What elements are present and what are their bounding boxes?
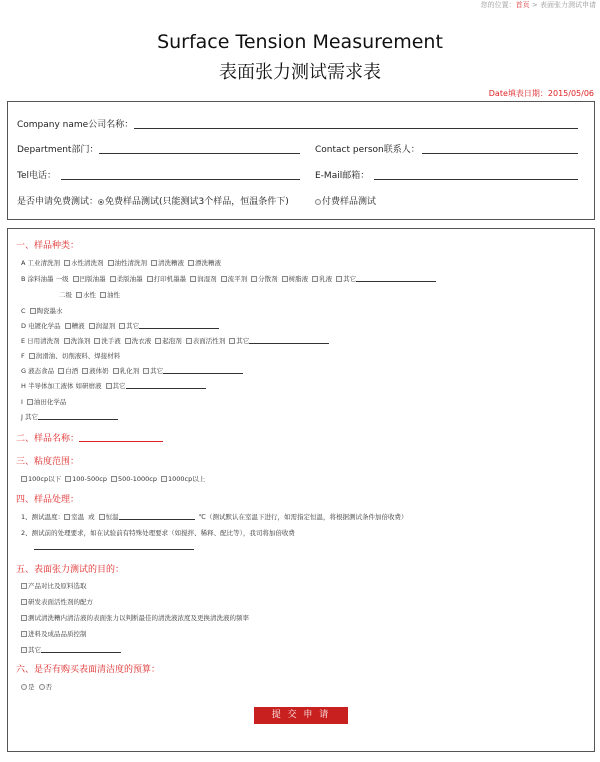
row-h-label: H 半导体加工液体 如研磨液 xyxy=(21,382,102,390)
checkbox[interactable] xyxy=(282,276,288,282)
checkbox[interactable] xyxy=(21,647,27,653)
checkbox[interactable] xyxy=(188,260,194,266)
option-label: 乳化剂 xyxy=(119,367,140,375)
checkbox[interactable] xyxy=(21,599,27,605)
breadcrumb-home-link[interactable]: 首页 xyxy=(515,1,530,9)
option-label: 1000cp以上 xyxy=(167,475,206,483)
row-h xyxy=(21,382,206,391)
row-i-label: I xyxy=(21,398,23,406)
option-label: 100cp以下 xyxy=(28,475,62,483)
checkbox[interactable] xyxy=(108,260,114,266)
viscosity-options xyxy=(21,475,205,484)
paid-test-option-label: 付费样品测试 xyxy=(322,197,377,207)
pre-treatment-input[interactable] xyxy=(34,549,194,550)
temperature-label: 1、测试温度： xyxy=(21,513,65,521)
company-name-input[interactable] xyxy=(134,128,578,129)
option-label: 研发表面活性剂的配方 xyxy=(28,598,93,606)
email-label: E-Mail邮箱： xyxy=(315,171,370,181)
row-c xyxy=(21,307,63,316)
option-label: 产品对比及原料选取 xyxy=(28,582,87,590)
row-h-other-input[interactable] xyxy=(126,382,206,389)
option-label: 打印机墨墨 xyxy=(153,275,187,283)
option-label: 润湿剂 xyxy=(95,322,116,330)
checkbox[interactable] xyxy=(65,323,71,329)
free-test-row xyxy=(17,196,289,208)
option-label: 其它 xyxy=(236,337,250,345)
purpose-item xyxy=(21,646,121,655)
budget-yes-radio[interactable] xyxy=(21,684,27,690)
section-sample-name-title: 二、样品名称： xyxy=(16,434,80,444)
temperature-row xyxy=(21,513,407,522)
checkbox[interactable] xyxy=(251,276,257,282)
option-label: 其它 xyxy=(343,275,357,283)
sample-name-input[interactable] xyxy=(79,434,163,442)
option-label: 油性 xyxy=(107,291,120,299)
email-input[interactable] xyxy=(374,179,578,180)
option-label: 凹版油墨 xyxy=(79,275,106,283)
room-temp-label: 室温 xyxy=(71,513,85,521)
checkbox[interactable] xyxy=(113,368,119,374)
purpose-item xyxy=(21,630,87,639)
checkbox[interactable] xyxy=(147,276,153,282)
tel-label: Tel电话： xyxy=(17,171,57,181)
option-label: 其它 xyxy=(112,382,126,390)
page-title-chinese: 表面张力测试需求表 xyxy=(219,62,381,83)
pre-treatment-note: 2、测试前的处理要求，如在试验前有特殊处理要求（如搅拌、稀释、配比等），我司将加倍收费 xyxy=(21,529,295,537)
checkbox[interactable] xyxy=(106,383,112,389)
option-label: 分散剂 xyxy=(258,275,278,283)
checkbox[interactable] xyxy=(21,615,27,621)
breadcrumb-separator: > xyxy=(529,1,540,9)
submit-button[interactable]: 提 交 申 请 xyxy=(254,707,348,724)
option-label: 漂洗糟液 xyxy=(195,259,222,267)
checkbox[interactable] xyxy=(143,368,149,374)
form-date: Date填表日期：2015/05/06 xyxy=(488,89,594,98)
option-label: 树脂液 xyxy=(288,275,309,283)
purpose-other-input[interactable] xyxy=(41,646,121,653)
option-label: 其它 xyxy=(126,322,140,330)
checkbox[interactable] xyxy=(27,399,33,405)
option-label: 乳液 xyxy=(319,275,333,283)
row-e-other-input[interactable] xyxy=(249,337,329,344)
free-test-radio[interactable] xyxy=(98,199,104,205)
row-g-other-input[interactable] xyxy=(163,367,243,374)
row-b2 xyxy=(59,291,120,300)
option-label: 油性清洗剂 xyxy=(114,259,148,267)
option-label: 其它 xyxy=(150,367,164,375)
option-label: 起泡剂 xyxy=(162,337,182,345)
breadcrumb-current: 表面张力测试申请 xyxy=(540,1,596,9)
option-label: 100-500cp xyxy=(72,475,107,483)
option-label: 液体奶 xyxy=(89,367,109,375)
purpose-item xyxy=(21,598,93,607)
purpose-item xyxy=(21,582,87,591)
budget-no-radio[interactable] xyxy=(39,684,45,690)
row-i xyxy=(21,398,66,407)
option-label: 表面活性剂 xyxy=(192,337,226,345)
checkbox[interactable] xyxy=(155,338,161,344)
checkbox[interactable] xyxy=(119,323,125,329)
checkbox[interactable] xyxy=(82,368,88,374)
checkbox[interactable] xyxy=(110,276,116,282)
option-label: 水性清洗剂 xyxy=(71,259,104,267)
option-label: 500-1000cp xyxy=(117,475,157,483)
checkbox[interactable] xyxy=(73,276,79,282)
checkbox[interactable] xyxy=(21,476,27,482)
section-sample-name xyxy=(16,433,163,445)
constant-temp-input[interactable] xyxy=(119,513,195,520)
option-label: 柔版油墨 xyxy=(116,275,143,283)
contact-person-input[interactable] xyxy=(422,153,578,154)
checkbox[interactable] xyxy=(65,476,71,482)
row-e-label: E 日用清洗剂 xyxy=(21,337,60,345)
checkbox[interactable] xyxy=(64,260,70,266)
breadcrumb-prefix: 您的位置： xyxy=(480,1,516,9)
checkbox[interactable] xyxy=(229,338,235,344)
checkbox[interactable] xyxy=(125,338,131,344)
row-e xyxy=(21,337,329,346)
option-label: 清洗糟液 xyxy=(158,259,185,267)
row-d xyxy=(21,322,219,331)
checkbox[interactable] xyxy=(21,583,27,589)
checkbox[interactable] xyxy=(336,276,342,282)
paid-test-row xyxy=(315,196,376,208)
checkbox[interactable] xyxy=(30,308,36,314)
row-d-other-input[interactable] xyxy=(139,322,219,329)
section-sample-treatment-title: 四、样品处理： xyxy=(16,495,80,505)
page-title-english: Surface Tension Measurement xyxy=(157,31,443,53)
checkbox[interactable] xyxy=(312,276,318,282)
contact-person-label: Contact person联系人： xyxy=(315,145,420,155)
checkbox[interactable] xyxy=(29,353,35,359)
checkbox[interactable] xyxy=(76,292,82,298)
row-j-other-input[interactable] xyxy=(38,413,118,420)
checkbox[interactable] xyxy=(186,338,192,344)
row-b xyxy=(21,275,436,284)
checkbox[interactable] xyxy=(64,338,70,344)
row-f xyxy=(21,352,120,361)
tel-input[interactable] xyxy=(61,179,300,180)
temperature-note: ℃（测试默认在室温下进行，如需指定恒温，将根据测试条件加倍收费） xyxy=(198,513,408,521)
checkbox[interactable] xyxy=(111,476,117,482)
row-a-label: A 工业清洗剂 xyxy=(21,259,61,267)
option-label: 洗衣液 xyxy=(131,337,152,345)
option-label: 润湿剂 xyxy=(197,275,217,283)
purpose-item xyxy=(21,614,249,623)
option-label: 洗涤剂 xyxy=(70,337,91,345)
department-input[interactable] xyxy=(99,153,300,154)
option-label: 进料及成品品质控制 xyxy=(28,630,87,638)
budget-no-label: 否 xyxy=(45,683,52,691)
budget-yes-label: 是 xyxy=(28,683,35,691)
option-label: 水性 xyxy=(83,291,96,299)
option-label: 油田化学品 xyxy=(33,398,67,406)
row-b2-label: 二级 xyxy=(59,291,72,299)
section-budget-title: 六、是否有购买表面清洁度的预算： xyxy=(16,665,161,675)
option-label: 润滑油、切削液料、焊接材料 xyxy=(35,352,121,360)
checkbox[interactable] xyxy=(58,368,64,374)
paid-test-radio[interactable] xyxy=(315,199,321,205)
checkbox[interactable] xyxy=(89,323,95,329)
section-viscosity-title: 三、粘度范围： xyxy=(16,457,80,467)
option-label: 其它 xyxy=(28,646,41,654)
option-label: 流平剂 xyxy=(227,275,248,283)
checkbox[interactable] xyxy=(21,631,27,637)
checkbox[interactable] xyxy=(94,338,100,344)
or-text: 或 xyxy=(88,513,95,521)
section-purpose-title: 五、表面张力测试的目的： xyxy=(16,565,125,575)
option-label: 洗手液 xyxy=(101,337,121,345)
row-b-other-input[interactable] xyxy=(356,275,436,282)
constant-temp-checkbox[interactable] xyxy=(99,514,105,520)
row-j xyxy=(21,413,118,422)
section-sample-type-title: 一、样品种类： xyxy=(16,241,80,251)
option-label: 白酒 xyxy=(65,367,79,375)
row-g-label: G 液态食品 xyxy=(21,367,55,375)
checkbox[interactable] xyxy=(100,292,106,298)
checkbox[interactable] xyxy=(221,276,227,282)
row-f-label: F xyxy=(21,352,25,360)
department-label: Department部门： xyxy=(17,145,99,155)
row-c-label: C xyxy=(21,307,26,315)
row-d-label: D 电镀化学品 xyxy=(21,322,61,330)
row-g xyxy=(21,367,243,376)
budget-options xyxy=(21,683,52,692)
row-j-label: J 其它 xyxy=(21,413,38,421)
row-a xyxy=(21,259,221,268)
breadcrumb xyxy=(481,0,596,10)
checkbox[interactable] xyxy=(161,476,167,482)
room-temp-checkbox[interactable] xyxy=(64,514,70,520)
constant-temp-label: 恒温 xyxy=(105,513,119,521)
option-label: 陶瓷墨水 xyxy=(36,307,63,315)
checkbox[interactable] xyxy=(151,260,157,266)
free-test-option-label: 免费样品测试(只能测试3个样品，恒温条件下) xyxy=(105,197,289,207)
checkbox[interactable] xyxy=(190,276,196,282)
free-test-question: 是否申请免费测试： xyxy=(17,197,99,207)
company-name-label: Company name公司名称： xyxy=(17,120,134,130)
option-label: 测试清洗糟内清洁液的表面张力以判断最佳的清洗液浓度及更换清洗液的频率 xyxy=(28,614,249,622)
row-b-label: B 涂料油墨 一级 xyxy=(21,275,69,283)
option-label: 糟液 xyxy=(71,322,85,330)
